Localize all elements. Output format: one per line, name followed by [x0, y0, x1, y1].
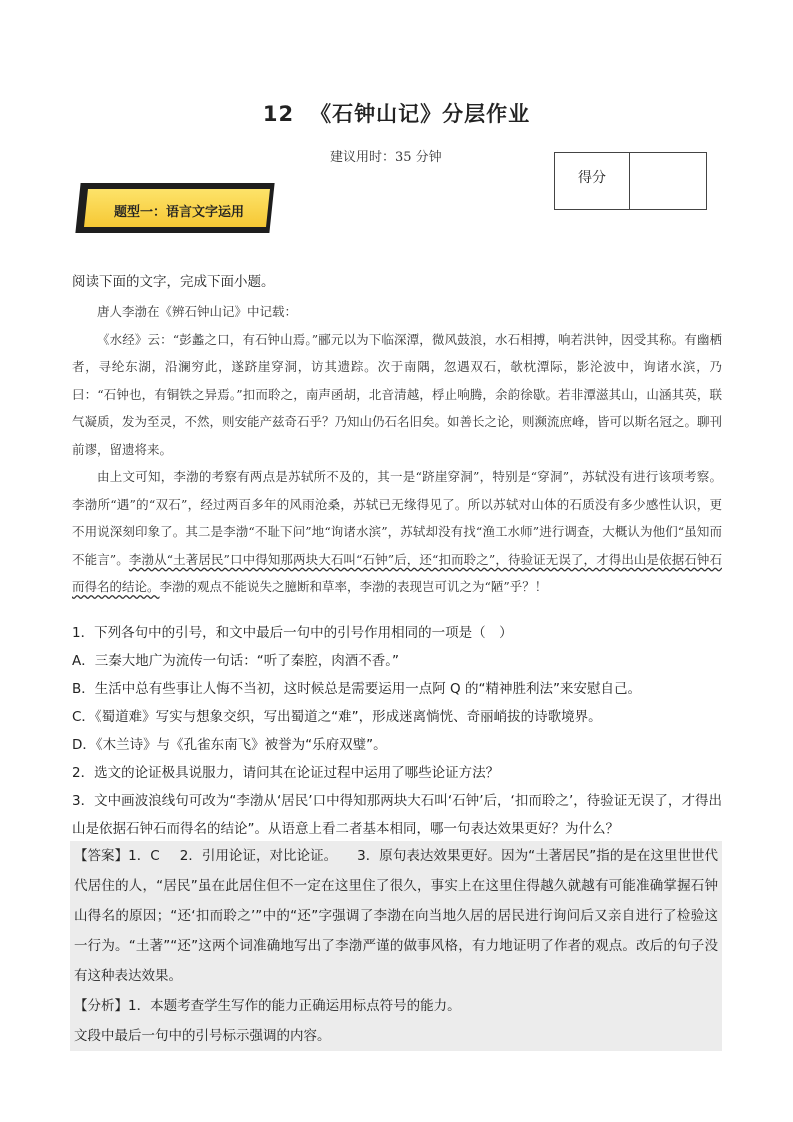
option-d: D．《木兰诗》与《孔雀东南飞》被誉为“乐府双璧”。	[72, 737, 387, 753]
passage-paragraph: 唐人李渤在《辨石钟山记》中记载：	[97, 304, 298, 319]
passage-paragraph: 由上文可知，李渤的考察有两点是苏轼所不及的，其一是“跻崖穿洞”，特别是“穿洞”，苏轼没有进行该项考察。李渤所“遇”的“双石”，经过两百多年的风雨沧桑，苏轼已无缘得见了。所以苏轼对山体的石质没有多少感性认识，更不用说深刻印象了。其二是李渤“不耻下问”地“询诸水滨”，苏轼却没有找“渔工水师”进行调查，大概认为他们“虽知而不能言”。李渤从“土著居民”口中得知那两块大石叫“石钟”后，还“扣而聆之”，待验证无误了，才得出山是依据石钟石而得名的结论。李渤的观点不能说失之臆断和草率，李渤的表现岂可讥之为“陋”乎？！	[72, 469, 722, 594]
question-3: 3．文中画波浪线句可改为“李渤从‘居民’口中得知那两块大石叫‘石钟’后，‘扣而聆之’，待验证无误了，才得出山是依据石钟石而得名的结论”。从语意上看二者基本相同，哪一句表达效果更好？为什么？	[72, 793, 722, 837]
lesson-title: 《石钟山记》分层作业	[310, 102, 531, 126]
analysis-text: 【分析】1．本题考查学生写作的能力正确运用标点符号的能力。	[74, 998, 461, 1014]
option-b: B．生活中总有些事让人悔不当初，这时候总是需要运用一点阿 Q 的“精神胜利法”来安慰自己。	[72, 681, 641, 697]
score-blank[interactable]	[630, 153, 706, 209]
passage-paragraph: 《水经》云：“彭蠡之口，有石钟山焉。”郦元以为下临深潭，微风鼓浪，水石相搏，响若洪钟，因受其称。有幽栖者，寻纶东湖，沿澜穷此，遂跻崖穿洞，访其遗踪。次于南隅，忽遇双石，欹枕潭际，影沦波中，询诸水滨，乃曰：“石钟也，有铜铁之异焉。”扣而聆之，南声函胡，北音清越，桴止响腾，余韵徐歇。若非潭滋其山，山涵其英，联气凝质，发为至灵，不然，则安能产兹奇石乎？乃知山仍石名旧矣。如善长之论，则濒流庶峰，皆可以斯名冠之。聊刊前谬，留遗将来。	[72, 331, 723, 457]
suggested-time: 建议用时：35 分钟	[330, 150, 442, 165]
lesson-number: 12	[262, 102, 295, 126]
analysis-label: 【分析】	[74, 998, 128, 1014]
wavy-underlined-sentence: 李渤从“土著居民”口中得知那两块大石叫“石钟”后，还“扣而聆之”，待验证无误了，才得出山是依据石钟石而得名的结论。	[72, 551, 722, 594]
answer-label: 【答案】	[74, 848, 129, 864]
answer-block	[70, 841, 722, 1051]
question-2: 2．选文的论证极具说服力，请问其在论证过程中运用了哪些论证方法？	[72, 765, 500, 781]
reading-passage	[72, 298, 722, 601]
section-banner	[78, 183, 272, 233]
score-box	[554, 152, 707, 210]
instruction: 阅读下面的文字，完成下面小题。	[72, 274, 275, 290]
score-label: 得分	[555, 153, 630, 209]
answer-text: 【答案】1．C 2．引用论证，对比论证。 3．原句表达效果更好。因为“土著居民”指的是在这里世世代代居住的人，“居民”虽在此居住但不一定在这里住了很久，事实上在这里住得越久就越有可能准确掌握石钟山得名的原因；“还‘扣而聆之’”中的“还”字强调了李渤在向当地久居的居民进行询问后又亲自进行了检验这一行为。“土著”“还”这两个词准确地写出了李渤严谨的做事风格，有力地证明了作者的观点。改后的句子没有这种表达效果。	[74, 848, 719, 984]
option-c: C．《蜀道难》写实与想象交织，写出蜀道之“难”，形成迷离惝恍、奇丽峭拔的诗歌境界。	[72, 709, 602, 725]
page-title	[0, 98, 793, 128]
analysis-text-2: 文段中最后一句中的引号标示强调的内容。	[74, 1028, 331, 1044]
questions	[72, 619, 722, 843]
option-a: A．三秦大地广为流传一句话：“听了秦腔，肉酒不香。”	[72, 653, 399, 669]
question-1: 1．下列各句中的引号，和文中最后一句中的引号作用相同的一项是（ ）	[72, 625, 513, 641]
section-banner-text: 题型一：语言文字运用	[114, 205, 245, 220]
